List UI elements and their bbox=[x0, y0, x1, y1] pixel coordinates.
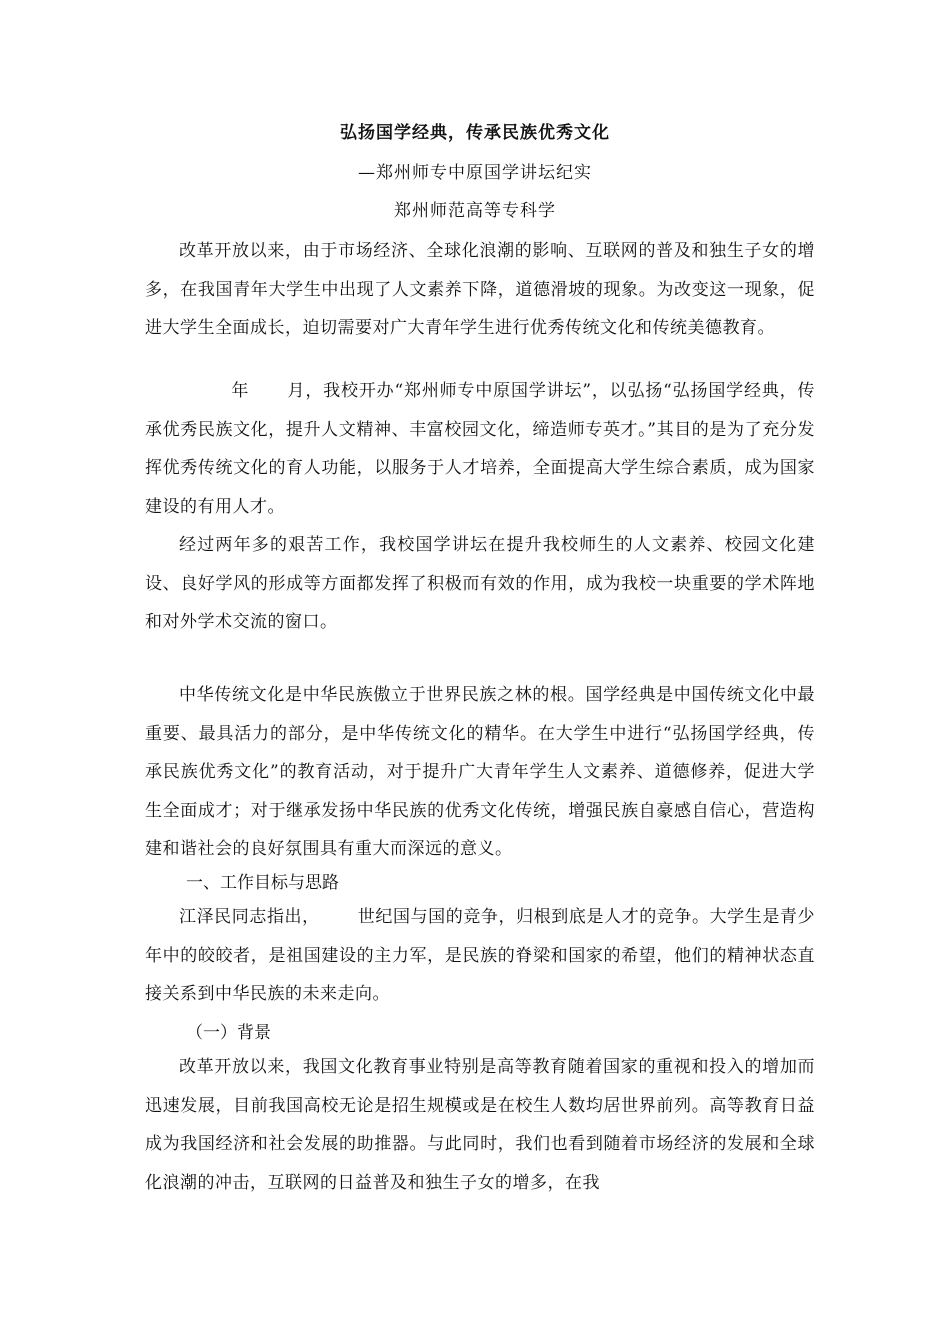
subsection-paragraph: 改革开放以来，我国文化教育事业特别是高等教育随着国家的重视和投入的增加而迅速发展，目前我国高校无论是招生规模或是在校生人数均居世界前列。高等教育日益成为我国经济和社会发展的助推器。与此同时，我们也看到随着市场经济的发展和全球化浪潮的冲击，互联网的日益普及和独生子女的增多，在我 bbox=[145, 1057, 815, 1193]
intro-paragraph-2 bbox=[145, 372, 815, 526]
main-paragraph: 中华传统文化是中华民族傲立于世界民族之林的根。国学经典是中国传统文化中最重要、最具活力的部分，是中华传统文化的精华。在大学生中进行“弘扬国学经典，传承民族优秀文化”的教育活动，对于提升广大青年学生人文素养、道德修养，促进大学生全面成才；对于继承发扬中华民族的优秀文化传统，增强民族自豪感自信心，营造构建和谐社会的良好氛围具有重大而深远的意义。 bbox=[145, 685, 815, 859]
section-heading: 一、工作目标与思路 bbox=[186, 873, 339, 893]
year-text: 年 bbox=[231, 381, 250, 401]
section-paragraph bbox=[145, 898, 815, 1014]
document-title: 弘扬国学经典，传承民族优秀文化 bbox=[340, 123, 610, 143]
intro-paragraph-1: 改革开放以来，由于市场经济、全球化浪潮的影响、互联网的普及和独生子女的增多，在我国青年大学生中出现了人文素养下降，道德滑坡的现象。为改变这一现象，促进大学生全面成长，迫切需要对广大青年学生进行优秀传统文化和传统美德教育。 bbox=[145, 241, 815, 338]
organization-name: 郑州师范高等专科学 bbox=[394, 201, 556, 221]
section-paragraph-start: 江泽民同志指出， bbox=[179, 907, 320, 927]
document-subtitle: —郑州师专中原国学讲坛纪实 bbox=[358, 163, 592, 183]
intro-paragraph-3: 经过两年多的艰苦工作，我校国学讲坛在提升我校师生的人文素养、校园文化建设、良好学风的形成等方面都发挥了积极而有效的作用，成为我校一块重要的学术阵地和对外学术交流的窗口。 bbox=[145, 535, 815, 632]
month-text: 月，我校开办“郑州师专中原国学讲坛”，以弘扬“弘扬国学经典，传承优秀民族文化，提升人文精神、丰富校园文化，缔造师专英才。”其目的是为了充分发挥优秀传统文化的育人功能，以服务于人才培养，全面提高大学生综合素质，成为国家建设的有用人才。 bbox=[145, 381, 816, 517]
subsection-heading: （一）背景 bbox=[186, 1023, 271, 1043]
section-paragraph-rest: 世纪国与国的竞争，归根到底是人才的竞争。大学生是青少年中的皎皎者，是祖国建设的主力军，是民族的脊梁和国家的希望，他们的精神状态直接关系到中华民族的未来走向。 bbox=[145, 907, 816, 1004]
